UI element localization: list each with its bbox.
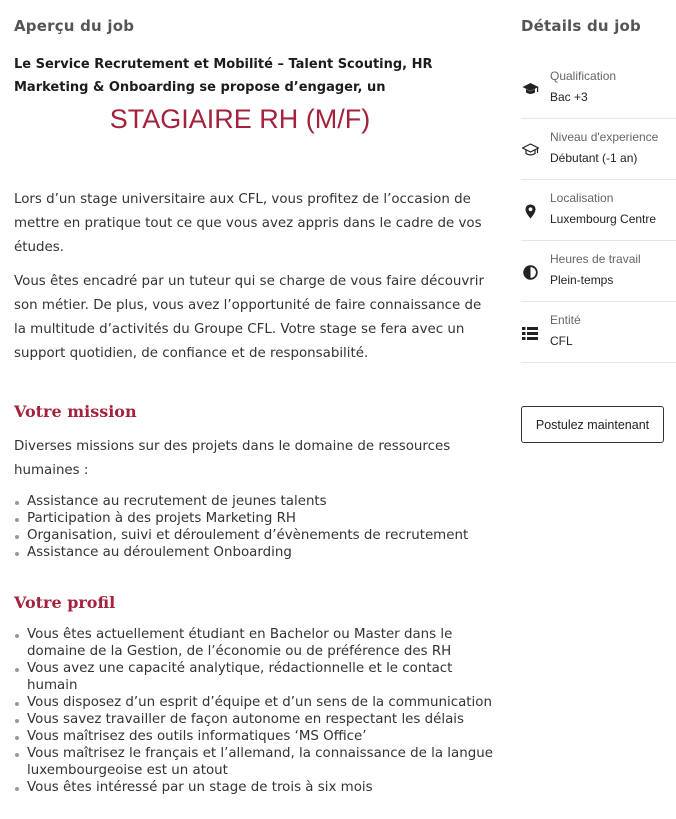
detail-hours [521, 241, 676, 302]
detail-value: Débutant (-1 an) [550, 151, 638, 165]
list-item: Vous maîtrisez des outils informatiques ‘MS Office’ [14, 728, 494, 745]
list-item: Assistance au déroulement Onboarding [14, 544, 494, 561]
list-item: Organisation, suivi et déroulement d’évènements de recrutement [14, 527, 494, 544]
detail-qualification [521, 58, 676, 119]
list-icon [521, 324, 539, 342]
intro-text: Le Service Recrutement et Mobilité – Talent Scouting, HR Marketing & Onboarding se propose d’engager, un [14, 57, 433, 95]
profil-title: Votre profil [14, 593, 116, 612]
apply-now-button[interactable]: Postulez maintenant [521, 406, 664, 443]
overview-paragraph: Vous êtes encadré par un tuteur qui se charge de vous faire découvrir son métier. De plus, vous avez l’opportunité de faire connaissance de la multitude d’activités du Groupe CFL. Votre stage se fera avec un support quotidien, de confiance et de responsabilité. [14, 274, 485, 361]
list-item: Vous êtes intéressé par un stage de trois à six mois [14, 779, 494, 796]
details-heading: Détails du job [521, 17, 641, 35]
detail-label: Localisation [550, 191, 614, 205]
detail-label: Niveau d'experience [550, 130, 659, 144]
detail-entity [521, 302, 676, 363]
list-item: Vous maîtrisez le français et l’allemand, la connaissance de la langue luxembourgeoise est un atout [14, 745, 494, 779]
mission-list [14, 493, 494, 561]
detail-label: Qualification [550, 69, 617, 83]
detail-experience [521, 119, 676, 180]
list-item: Participation à des projets Marketing RH [14, 510, 494, 527]
overview-heading: Aperçu du job [14, 17, 135, 35]
detail-label: Entité [550, 313, 581, 327]
adjust-icon [521, 263, 539, 281]
mission-intro: Diverses missions sur des projets dans le domaine de ressources humaines : [14, 439, 451, 478]
mission-title: Votre mission [14, 402, 137, 421]
detail-value: Luxembourg Centre [550, 212, 657, 226]
graduation-cap-icon [521, 80, 539, 98]
list-item: Vous avez une capacité analytique, rédactionnelle et le contact humain [14, 660, 494, 694]
map-marker-icon [521, 202, 539, 220]
list-item: Assistance au recrutement de jeunes talents [14, 493, 494, 510]
list-item: Vous disposez d’un esprit d’équipe et d’un sens de la communication [14, 694, 494, 711]
detail-value: Plein-temps [550, 273, 614, 287]
details-list [521, 58, 676, 363]
detail-value: Bac +3 [550, 90, 588, 104]
profil-list [14, 626, 494, 796]
detail-location [521, 180, 676, 241]
list-item: Vous êtes actuellement étudiant en Bachelor ou Master dans le domaine de la Gestion, de l’économie ou de préférence des RH [14, 626, 494, 660]
list-item: Vous savez travailler de façon autonome en respectant les délais [14, 711, 494, 728]
overview-paragraph: Lors d’un stage universitaire aux CFL, vous profitez de l’occasion de mettre en pratique tout ce que vous avez appris dans le cadre de vos études. [14, 192, 482, 255]
job-title: STAGIAIRE RH (M/F) [109, 104, 371, 134]
detail-label: Heures de travail [550, 252, 641, 266]
detail-value: CFL [550, 334, 573, 348]
graduation-cap-outline-icon [521, 141, 539, 159]
